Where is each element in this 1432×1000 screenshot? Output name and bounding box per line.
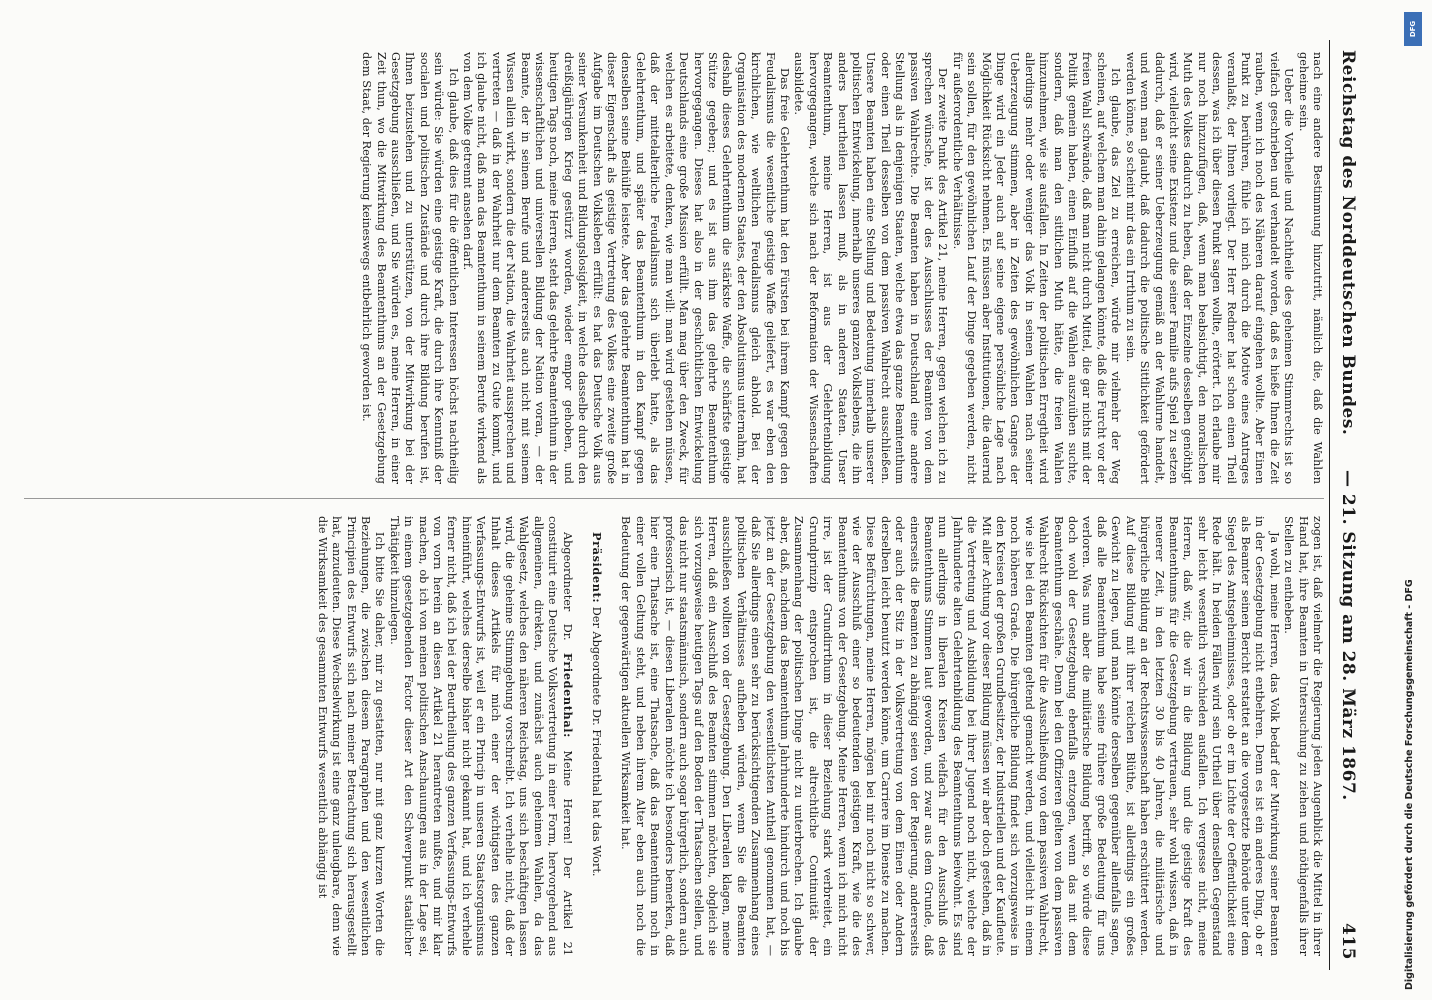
session-date: — 21. Sitzung am 28. März 1867. <box>1338 470 1358 801</box>
speaker-title: Abgeordneter Dr. <box>560 532 574 653</box>
speaker-name: Präsident: <box>590 532 605 604</box>
paragraph: Ich glaube, daß dies für die öffentlichen Interessen höchst nachtheilig sein würde: Sie würden eine geistige Kraft, die durch ihre Kenntniß der socialen und politischen Zustände und durch ihre Bildung berufen ist, Ihnen beizustehen und zu unterstützen, von der Mitwirkung bei der Gesetzgebung ausschließen, und Sie würden es, meine Herren, in einer Zeit thun, wo die Mitwirkung des Beamtenthums an der Gesetzgebung dem Staat, der Regierung keineswegs entbehrlich geworden ist. <box>360 52 460 484</box>
speaker-name: Friedenthal: <box>560 652 575 738</box>
remark-text: Der Abgeordnete Dr. Friedenthal hat das Wort. <box>590 603 604 877</box>
paragraph: nach eine andere Bestimmung hinzutritt, nämlich die, daß die Wahlen geheime sein. <box>1296 52 1324 484</box>
section-break <box>575 516 589 956</box>
paragraph: Ueber die Vortheile und Nachtheile des geheimen Stimmrechts ist so vielfach geschrieben und verhandelt worden, daß es hieße Ihnen die Zeit rauben, wenn ich noch des Näheren darauf eingehen wollte. Aber Einen Punkt zu berühren, fühle ich mich durch die Motive eines Antrages veranlaßt, der Ihnen vorliegt. Der Herr Redner hat schon einen Theil dessen, was ich über diesen Punkt sagen wollte, erörtert. Ich erlaube mir nur noch hinzuzufügen, daß, wenn man beabsichtigt, den moralischen Muth des Volkes dadurch zu heben, daß der Einzelne desselben genöthigt wird, vielleicht seine Existenz und die seiner Familie aufs Spiel zu setzen dadurch, daß er seiner Ueberzeugung gemäß an der Wahlurne handelt, und wenn man glaubt, daß dadurch die politische Sittlichkeit gefördert werden könne, so scheint mir das ein Irrthum zu sein. <box>1123 52 1296 484</box>
column-divider <box>24 498 1324 499</box>
header-rule <box>1329 40 1330 970</box>
text-column-right <box>24 516 1324 956</box>
running-title: Reichstag des Norddeutschen Bundes. <box>1338 50 1358 436</box>
paragraph: Das freie Gelehrtenthum hat den Fürsten bei ihrem Kampf gegen den Feudalismus die wesentliche geistige Waffe geliefert, es war eben den kirchlichen, wie weltlichen Feudalismus gleich abhold. Bei der Organisation des modernen Staates, der den Absolutismus unternahm, hat deshalb dieses Gelehrtenthum die stärkste Waffe, die schärfste geistige Stütze gegeben; und es ist aus ihm das gelehrte Beamtenthum hervorgegangen. Dieses hat also in der geschichtlichen Entwickelung Deutschlands eine große Mission erfüllt. Man mag über den Zweck, für welchen es arbeitete, denken, wie man will: man wird gestehen müssen, daß der mittelalterliche Feudalismus sich überlebt hatte, als das Gelehrtenthum, und später das Beamtenthum in den Kampf gegen denselben seine Beihülfe leistete. Aber das gelehrte Beamtenthum hat in dieser Eigenschaft als geistige Vertretung des Volkes eine zweite große Aufgabe im Deutschen Volksleben erfüllt: es hat das Deutsche Volk aus seiner Versunkenheit und Bildungslosigkeit, in welche dasselbe durch den dreißigjährigen Krieg gestürzt worden, wieder empor gehoben, und heutigen Tags noch, meine Herren, steht das gelehrte Beamtenthum in der wissenschaftlichen und universellen Bildung der Nation voran, — der Beamte, der in seinem Berufe und andererseits auch nicht mit seinem Wissen allein wirkt, sondern die der Nation, die Wahrheit aussprechen und vertreten — daß in der Wahrheit nur dem Beamten zu Gute kommt, und ich glaube nicht, daß man das Beamtenthum in seinem Berufe wirkend als von dem Volke getrennt ansehen darf. <box>461 52 791 484</box>
text-column-left <box>24 52 1324 484</box>
section-break <box>604 516 618 956</box>
speech-paragraph <box>386 516 574 956</box>
dfg-logo-text: DFG <box>1409 20 1417 38</box>
page-header <box>1332 40 1362 970</box>
speech-text: Meine Herren! Der Artikel 21 constituirt eine Deutsche Volksvertretung in einer Form, hervorgehend aus allgemeinen, direkten, und zunächst auch geheimen Wahlen, da das Wahlgesetz, welches den näheren Reichstag, uns sich beschäftigen lassen wird, die geheime Stimmgebung vorschreibt. Ich verhehle nicht, daß der Inhalt dieses Artikels für mich einer der wichtigsten des ganzen Verfassungs-Entwurfs ist, weil er ein Princip in unseren Staatsorganismus hineinführt, welches derselbe bisher nicht gekannt hat, und ich verhehle ferner nicht, daß ich bei der Beurtheilung des ganzen Verfassungs-Entwurfs von vorn herein an diesen Artikel 21 herantreten mußte, und mir klar machen, ob ich von meinen politischen Anschauungen aus in der Lage sei, in einem gesetzgebenden Factor dieser Art den Schwerpunkt staatlicher Thätigkeit hinzulegen. <box>387 516 574 956</box>
paragraph: Ich bitte Sie daher, mir zu gestatten, nur mit ganz kurzen Worten die Beziehungen, die zwischen diesem Paragraphen und den wesentlichen Principien des Entwurfs sich nach meiner Betrachtung sich herausgestellt hat, anzudeuten. Diese Wechselwirkung ist eine ganz unleugbare, denn wie die Wirksamkeit des gesammten Entwurfs wesentlich abhängig ist <box>315 516 387 956</box>
paragraph: zogen ist, daß vielmehr die Regierung jeden Augenblick die Mittel in ihrer Hand hat, ihre Beamten in Untersuchung zu ziehen und nöthigenfalls ihrer Stellen zu entheben. <box>1282 516 1324 956</box>
paragraph: Ja wohl, meine Herren, das Volk bedarf der Mitwirkung seiner Beamten in der Gesetzgebung nicht entbehren. Denn es ist ein anderes Ding, ob er als Beamter seinen Bericht erstattet an die vorgesetzte Behörde unter dem Siegel des Amtsgeheimnisses, oder ob er im Lichte der Oeffentlichkeit eine Rede hält. In beiden Fällen wird sein Urtheil über denselben Gegenstand sehr leicht wesentlich verschieden ausfallen. Ich vergesse nicht, meine Herren, daß wir, die wir in die Bildung und die geistige Kraft des Beamtenthums für die Gesetzgebung vertrauen, sehr wohl wissen, daß in neuerer Zeit, in den letzten 30 bis 40 Jahren, die militärische und bürgerliche Bildung an der Rechtswissenschaft haben erschüttert werden. Auf diese Bildung mit ihrer reichen Blüthe, ist allerdings ein großes Gewicht zu legen, und man könnte derselben gegenüber allenfalls sagen, daß alle Beamtenthum habe seine frühere große Bedeutung für uns verloren. Was nun aber die militärische Bildung betrifft, so würde diese doch wohl der Gesetzgebung ebenfalls entzogen, wenn das mit dem Beamtenthum geschähe. Denn bei den Offizieren gelten von dem passiven Wahlrecht Rücksichten für die Ausschließung von dem passiven Wahlrecht, wie sie bei den Beamten geltend gemacht werden, und vielleicht in einem noch höheren Grade. Die bürgerliche Bildung findet sich vorzugsweise in den Kreisen der großen Grundbesitzer, der Industriellen und der Kaufleute. Mit aller Achtung vor dieser Bildung müssen wir aber doch gestehen, daß in die Vertretung und Ausbildung bei ihrer Jugend noch nicht, welche der Jahrhunderte alten Gelehrtenbildung des Beamtenthums beiwohnt. Es sind nun allerdings in liberalen Kreisen vielfach für den Ausschluß des Beamtenthums Stimmen laut geworden, und zwar aus dem Grunde, daß einerseits die Beamten zu abhängig seien von der Regierung, andererseits oder auch der Sitz in der Volksvertretung von dem Einen oder Andern derselben leicht benutzt werden könne, um Carriere im Dienste zu machen. Diese Befürchtungen, meine Herren, mögen bei mir noch nicht so schwer, wie der Ausschluß einer so bedeutenden geistigen Kraft, wie die des Beamtenthums von der Gesetzgebung. Meine Herren, wenn ich mich nicht irre, ist der Grundirrthum in dieser Beziehung stark verbreitet, ein Grundprinzip entsprochen ist, die altrechtliche Continuität der Zusammenhang der politischen Dinge nicht zu unterbrechen. Ich glaube aber, daß, nachdem das Beamtenthum Jahrhunderte hindurch und noch bis jetzt an der Gesetzgebung den wesentlichsten Antheil genommen hat, — daß Sie allerdings einen sehr zu berücksichtigenden Zusammenhang eines politischen Verhältnisses aufheben würden, wenn Sie die Beamten ausschließen wollten von der Gesetzgebung. Den Liberalen klagen, meine Herren, daß ein Ausschluß des Beamten stimmen möchten, obgleich sie sich vorzugsweise heutigen Tags auf den Boden der Thatsachen stellen, und das nicht nur staatsmännisch, sondern auch sogar bürgerlich, sondern auch professorisch ist, — diesen Liberalen möchte ich besonders bemerken, daß hier eine Thatsache ist, eine Thatsache, daß das Beamtenthum noch in einer vollen Geltung steht, und neben ihrem Alter eben auch noch die Bedeutung der gegenwärtigen aktuellen Wirksamkeit hat. <box>619 516 1281 956</box>
page-number: 415 <box>1338 923 1358 960</box>
president-remark <box>589 516 604 956</box>
paragraph: Ich glaube, das Ziel zu erreichen, würde mir vielmehr der Weg scheinen, auf welchem man dahin gelangen könnte, daß die Furcht vor der freien Wahl schwände, daß man nicht durch Mittel, die gar nichts mit der Politik gemein haben, einen Einfluß auf die Wählen auszuüben suchte, sondern, daß man den sittlichen Muth hätte, die freien Wahlen hinzunehmen, wie sie ausfallen. In Zeiten der politischen Erregtheit wird allerdings mehr oder weniger das Volk in seinen Wahlen nach seiner Ueberzeugung stimmen, aber in Zeiten des gewöhnlichen Ganges der Dinge wird ein Jeder auch auf seine eigene persönliche Lage nach Möglichkeit Rücksicht nehmen. Es müssen aber Institutionen, die dauernd sein sollen, für den gewöhnlichen Lauf der Dinge gegeben werden, nicht für außerordentliche Verhältnisse. <box>950 52 1123 484</box>
digitization-credit: Digitalisierung gefördert durch die Deutsche Forschungsgemeinschaft - DFG <box>1404 579 1415 990</box>
dfg-logo <box>1404 12 1422 46</box>
paragraph: Der zweite Punkt des Artikel 21, meine Herren, gegen welchen ich zu sprechen wünsche, ist der des Ausschlusses der Beamten von dem passiven Wahlrechte. Die Beamten haben in Deutschland eine andere Stellung als in denjenigen Staaten, welche etwa das ganze Beamtenthum oder einen Theil desselben von dem passiven Wahlrecht ausschließen. Unsere Beamten haben eine Stellung und Bedeutung innerhalb unserer politischen Entwickelung, innerhalb unseres ganzen Volkslebens, die ihn anders beurtheilen lassen muß, als in anderen Staaten. Unser Beamtenthum, meine Herren, ist aus der Gelehrtenbildung hervorgegangen, welche sich nach der Reformation der Wissenschaften ausbildete. <box>792 52 950 484</box>
